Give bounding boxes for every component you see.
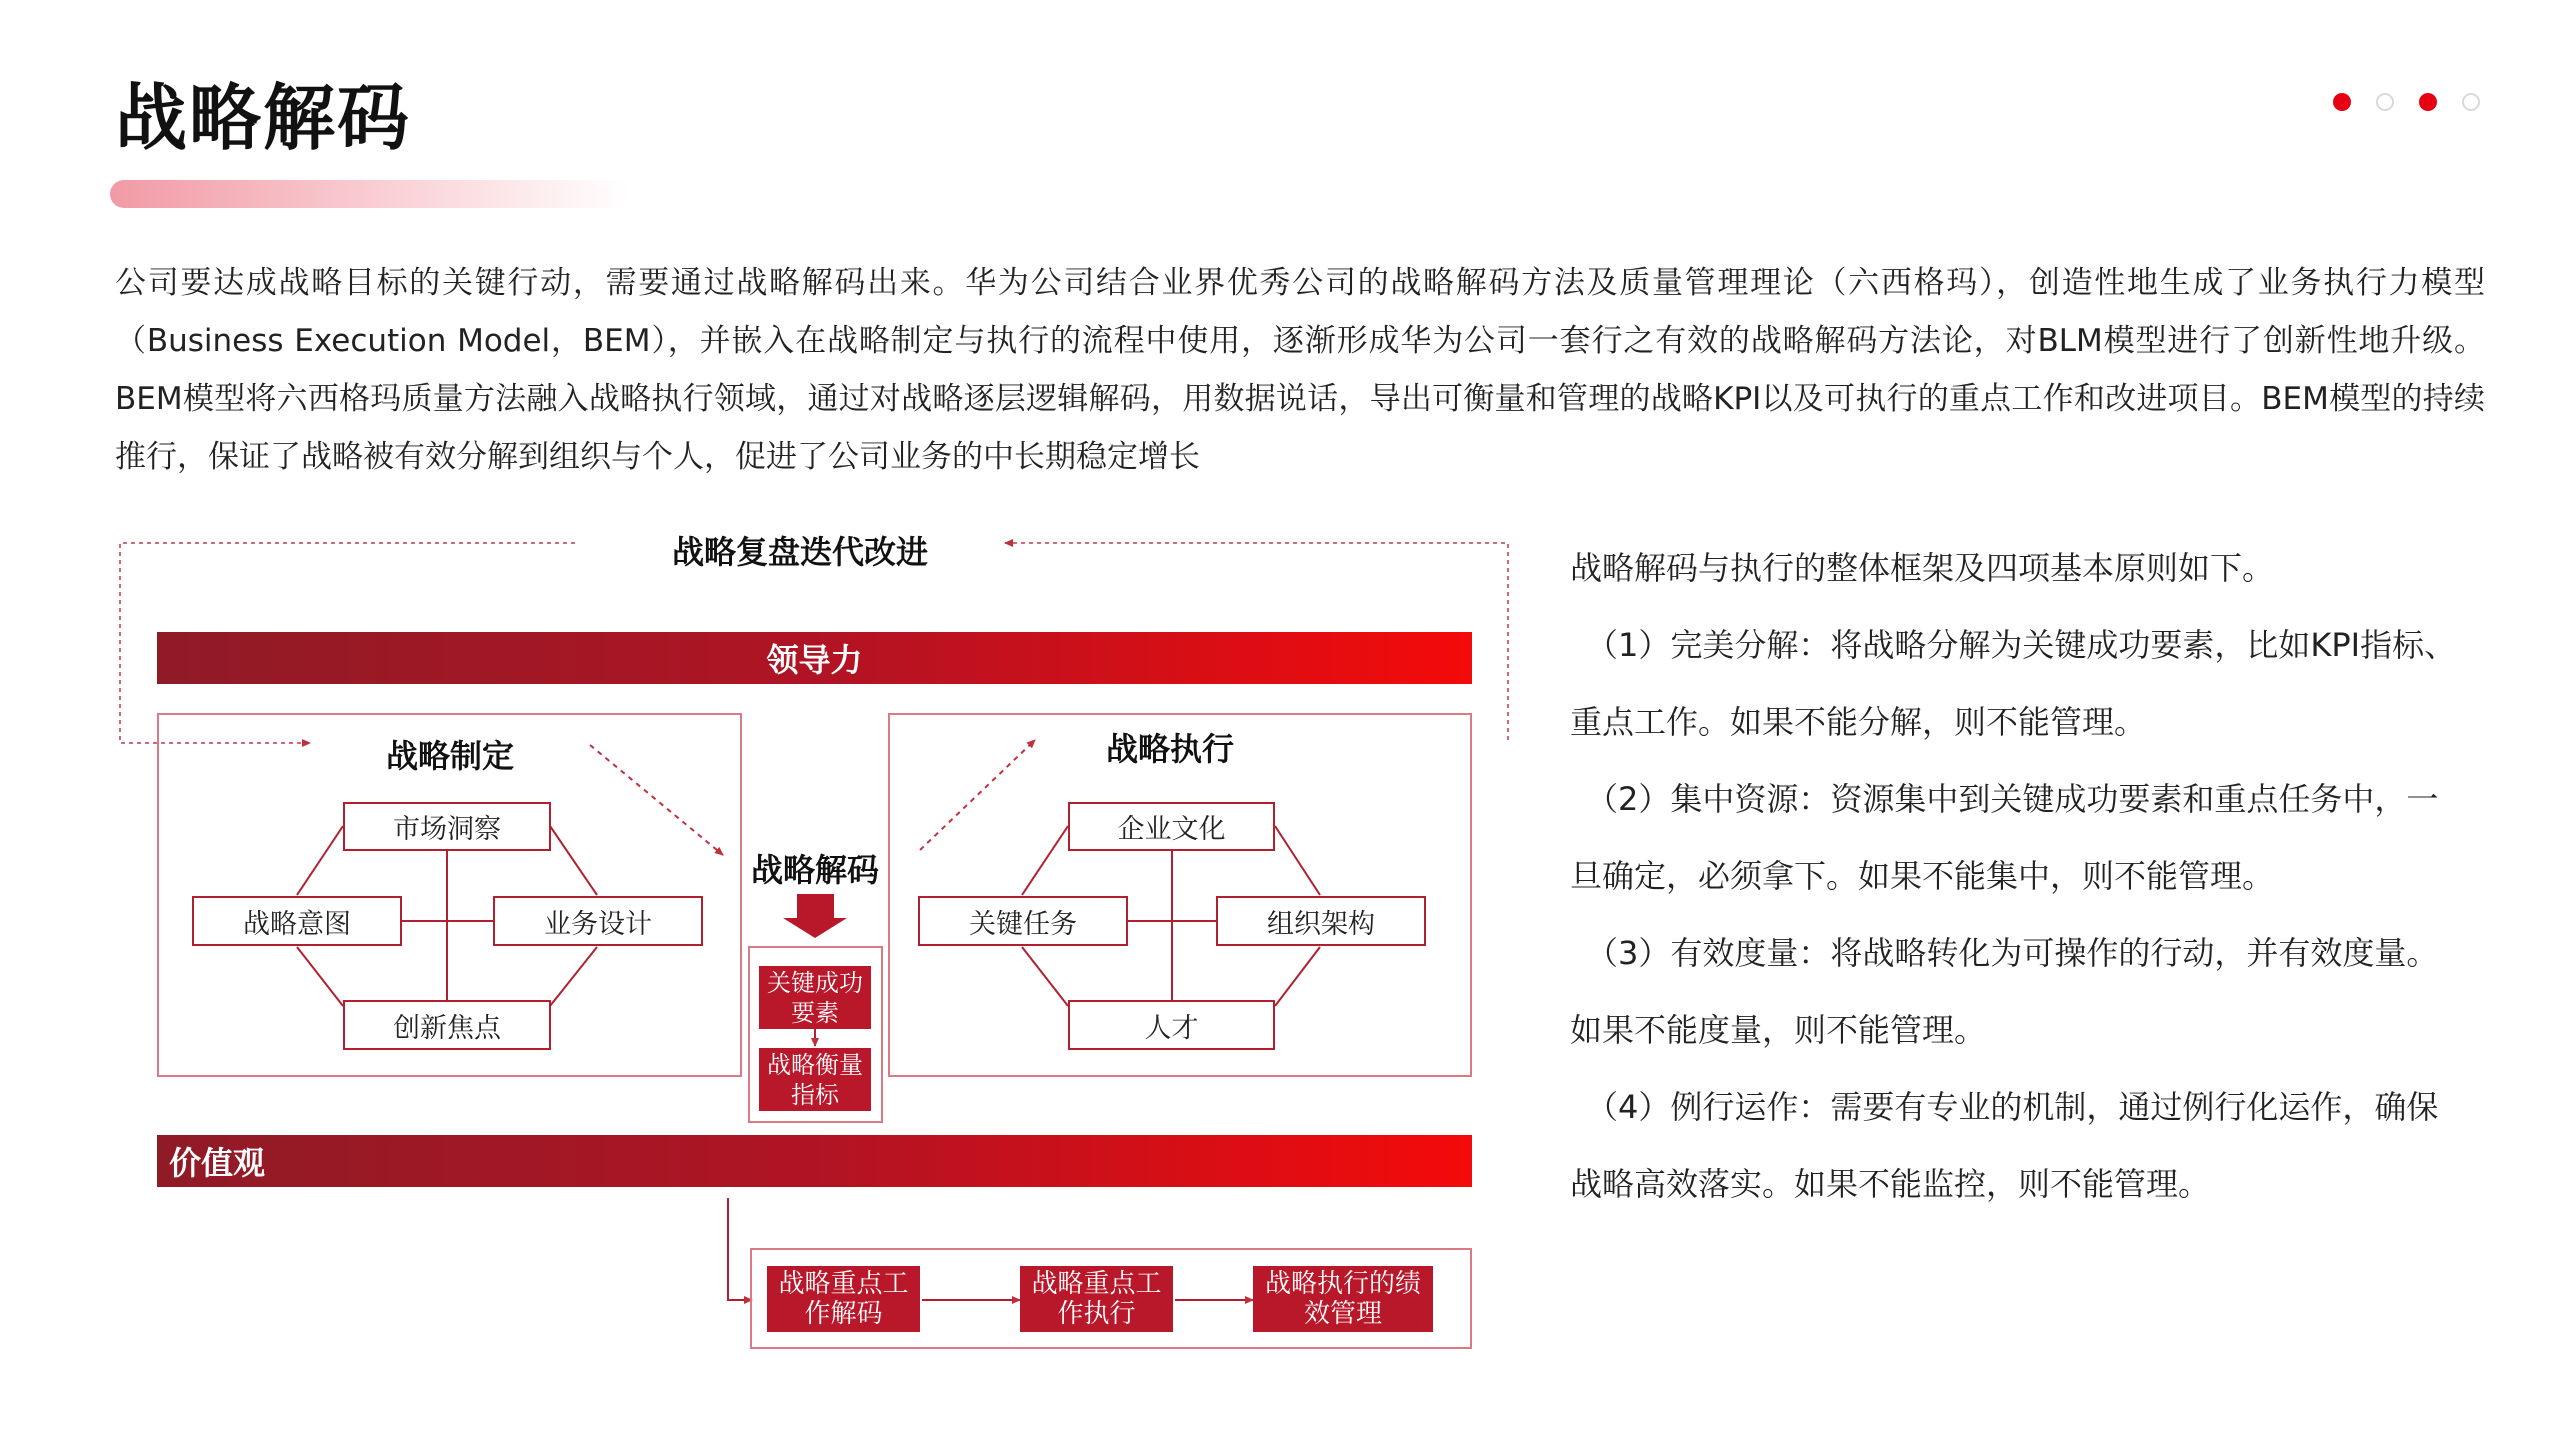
strategy-metrics-box[interactable]: 战略衡量指标 bbox=[759, 1048, 871, 1111]
principle-3: （3）有效度量：将战略转化为可操作的行动，并有效度量。如果不能度量，则不能管理。 bbox=[1570, 934, 2439, 1049]
leadership-bar: 领导力 bbox=[157, 632, 1472, 684]
talent-node[interactable]: 人才 bbox=[1068, 1000, 1275, 1050]
execution-title: 战略执行 bbox=[1105, 730, 1234, 768]
key-success-factors-box[interactable]: 关键成功要素 bbox=[759, 966, 871, 1029]
flow-step-decode[interactable]: 战略重点工作解码 bbox=[767, 1266, 920, 1332]
flow-step-performance[interactable]: 战略执行的绩效管理 bbox=[1253, 1266, 1433, 1332]
principle-4: （4）例行运作：需要有专业的机制，通过例行化运作，确保战略高效落实。如果不能监控，则不能管理。 bbox=[1570, 1088, 2439, 1203]
page-title: 战略解码 bbox=[115, 76, 412, 160]
principles-section bbox=[1570, 530, 2470, 1223]
business-design-node[interactable]: 业务设计 bbox=[493, 896, 703, 946]
principle-2: （2）集中资源：资源集中到关键成功要素和重点任务中，一旦确定，必须拿下。如果不能集中，则不能管理。 bbox=[1570, 780, 2439, 895]
innovation-focus-node[interactable]: 创新焦点 bbox=[343, 1000, 551, 1050]
formulation-title: 战略制定 bbox=[385, 737, 514, 775]
corporate-culture-node[interactable]: 企业文化 bbox=[1068, 802, 1275, 851]
principle-1: （1）完美分解：将战略分解为关键成功要素，比如KPI指标、重点工作。如果不能分解，则不能管理。 bbox=[1570, 626, 2457, 741]
review-loop-label: 战略复盘迭代改进 bbox=[671, 533, 928, 571]
strategic-intent-node[interactable]: 战略意图 bbox=[192, 896, 402, 946]
intro-paragraph: 公司要达成战略目标的关键行动，需要通过战略解码出来。华为公司结合业界优秀公司的战略解码方法及质量管理理论（六西格玛），创造性地生成了业务执行力模型（Business Execution Model，BEM），并嵌入在战略制定与执行的流程中使用，逐渐形成华为公司一套行之有效的战略解码方法论，对BLM模型进行了创新性地升级。BEM模型将六西格玛质量方法融入战略执行领域，通过对战略逐层逻辑解码，用数据说话，导出可衡量和管理的战略KPI以及可执行的重点工作和改进项目。BEM模型的持续推行，保证了战略被有效分解到组织与个人，促进了公司业务的中长期稳定增长 bbox=[115, 265, 2485, 475]
flow-step-execute[interactable]: 战略重点工作执行 bbox=[1020, 1266, 1173, 1332]
decoding-down-arrow bbox=[783, 894, 847, 938]
market-insight-node[interactable]: 市场洞察 bbox=[343, 802, 551, 851]
values-bar: 价值观 bbox=[157, 1135, 1472, 1187]
decoding-title: 战略解码 bbox=[750, 851, 879, 889]
key-tasks-node[interactable]: 关键任务 bbox=[918, 896, 1128, 946]
org-structure-node[interactable]: 组织架构 bbox=[1216, 896, 1426, 946]
principles-intro: 战略解码与执行的整体框架及四项基本原则如下。 bbox=[1570, 549, 2275, 587]
